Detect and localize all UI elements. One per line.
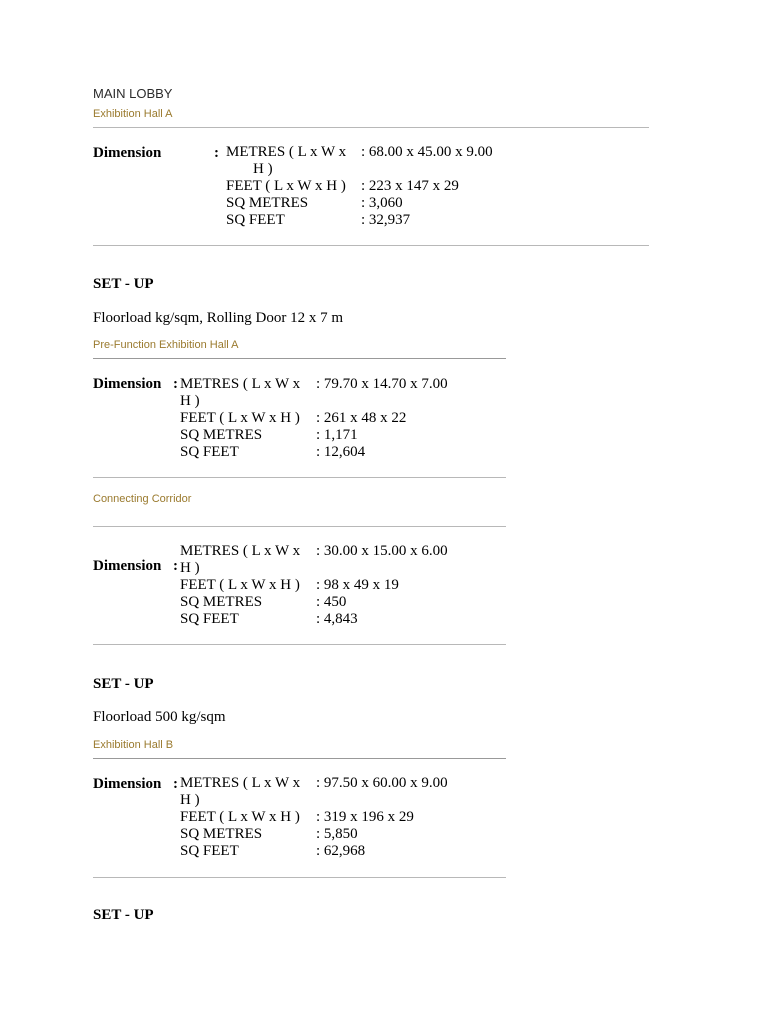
- row-label-metres: METRES ( L x W x: [180, 543, 301, 559]
- row-label-metres-cont: H ): [180, 393, 200, 409]
- row-label-metres-cont: H ): [180, 792, 200, 808]
- dimension-labels: [180, 543, 300, 628]
- row-label-sq-feet: SQ FEET: [180, 611, 239, 627]
- dimension-values: [316, 376, 448, 461]
- row-label-feet: FEET ( L x W x H ): [226, 178, 346, 194]
- dimension-labels: [226, 144, 346, 229]
- divider: [93, 477, 506, 478]
- floorload-text: Floorload 500 kg/sqm: [93, 709, 226, 725]
- dimension-colon: :: [214, 145, 219, 161]
- section-title-exhibition-hall-b: Exhibition Hall B: [93, 739, 174, 751]
- row-value-sq-feet: : 12,604: [316, 444, 366, 460]
- row-value-feet: : 223 x 147 x 29: [361, 178, 459, 194]
- row-value-spacer: [316, 393, 448, 410]
- divider: [93, 245, 649, 246]
- section-title-exhibition-hall-a: Exhibition Hall A: [93, 108, 173, 120]
- divider: [93, 758, 506, 759]
- row-value-sq-metres: : 450: [316, 594, 347, 610]
- row-label-sq-feet: SQ FEET: [180, 444, 239, 460]
- row-label-feet: FEET ( L x W x H ): [180, 577, 300, 593]
- row-value-spacer: [361, 161, 493, 178]
- row-label-metres: METRES ( L x W x: [180, 376, 301, 392]
- row-value-metres: : 97.50 x 60.00 x 9.00: [316, 775, 448, 791]
- dimension-labels: [180, 775, 300, 860]
- dimension-labels: [180, 376, 300, 461]
- section-title-connecting-corridor: Connecting Corridor: [93, 493, 192, 505]
- row-value-spacer: [316, 792, 448, 809]
- row-value-sq-metres: : 3,060: [361, 195, 403, 211]
- row-label-sq-metres: SQ METRES: [180, 427, 263, 443]
- row-value-sq-metres: : 5,850: [316, 826, 358, 842]
- dimension-label: Dimension: [93, 376, 162, 392]
- dimension-values: [316, 775, 448, 860]
- divider: [93, 877, 506, 878]
- dimension-colon: :: [173, 776, 178, 792]
- row-label-sq-metres: SQ METRES: [180, 594, 263, 610]
- setup-heading: SET - UP: [93, 276, 154, 292]
- divider: [93, 358, 506, 359]
- floorload-text: Floorload kg/sqm, Rolling Door 12 x 7 m: [93, 310, 344, 326]
- row-value-sq-metres: : 1,171: [316, 427, 358, 443]
- main-lobby-heading: MAIN LOBBY: [93, 86, 173, 101]
- dimension-values: [361, 144, 493, 229]
- row-value-feet: : 319 x 196 x 29: [316, 809, 414, 825]
- section-title-pre-function-hall-a: Pre-Function Exhibition Hall A: [93, 339, 239, 351]
- divider: [93, 127, 649, 128]
- row-value-feet: : 261 x 48 x 22: [316, 410, 407, 426]
- dimension-values: [316, 543, 448, 628]
- row-label-feet: FEET ( L x W x H ): [180, 809, 300, 825]
- row-label-metres-cont: H ): [180, 560, 200, 576]
- row-label-feet: FEET ( L x W x H ): [180, 410, 300, 426]
- row-value-sq-feet: : 32,937: [361, 212, 411, 228]
- dimension-label: Dimension: [93, 776, 162, 792]
- dimension-colon: :: [173, 558, 178, 574]
- divider: [93, 526, 506, 527]
- row-label-sq-metres: SQ METRES: [226, 195, 309, 211]
- row-value-metres: : 68.00 x 45.00 x 9.00: [361, 144, 493, 160]
- row-label-sq-feet: SQ FEET: [226, 212, 285, 228]
- divider: [93, 644, 506, 645]
- row-label-sq-metres: SQ METRES: [180, 826, 263, 842]
- row-value-feet: : 98 x 49 x 19: [316, 577, 399, 593]
- row-value-sq-feet: : 62,968: [316, 843, 366, 859]
- row-label-sq-feet: SQ FEET: [180, 843, 239, 859]
- row-label-metres: METRES ( L x W x: [226, 144, 347, 160]
- row-value-metres: : 30.00 x 15.00 x 6.00: [316, 543, 448, 559]
- setup-heading: SET - UP: [93, 907, 154, 923]
- dimension-colon: :: [173, 376, 178, 392]
- row-value-metres: : 79.70 x 14.70 x 7.00: [316, 376, 448, 392]
- row-value-spacer: [316, 560, 448, 577]
- row-value-sq-feet: : 4,843: [316, 611, 358, 627]
- dimension-label: Dimension: [93, 558, 162, 574]
- dimension-label: Dimension: [93, 145, 162, 161]
- row-label-metres-cont: H ): [253, 161, 273, 177]
- setup-heading: SET - UP: [93, 676, 154, 692]
- row-label-metres: METRES ( L x W x: [180, 775, 301, 791]
